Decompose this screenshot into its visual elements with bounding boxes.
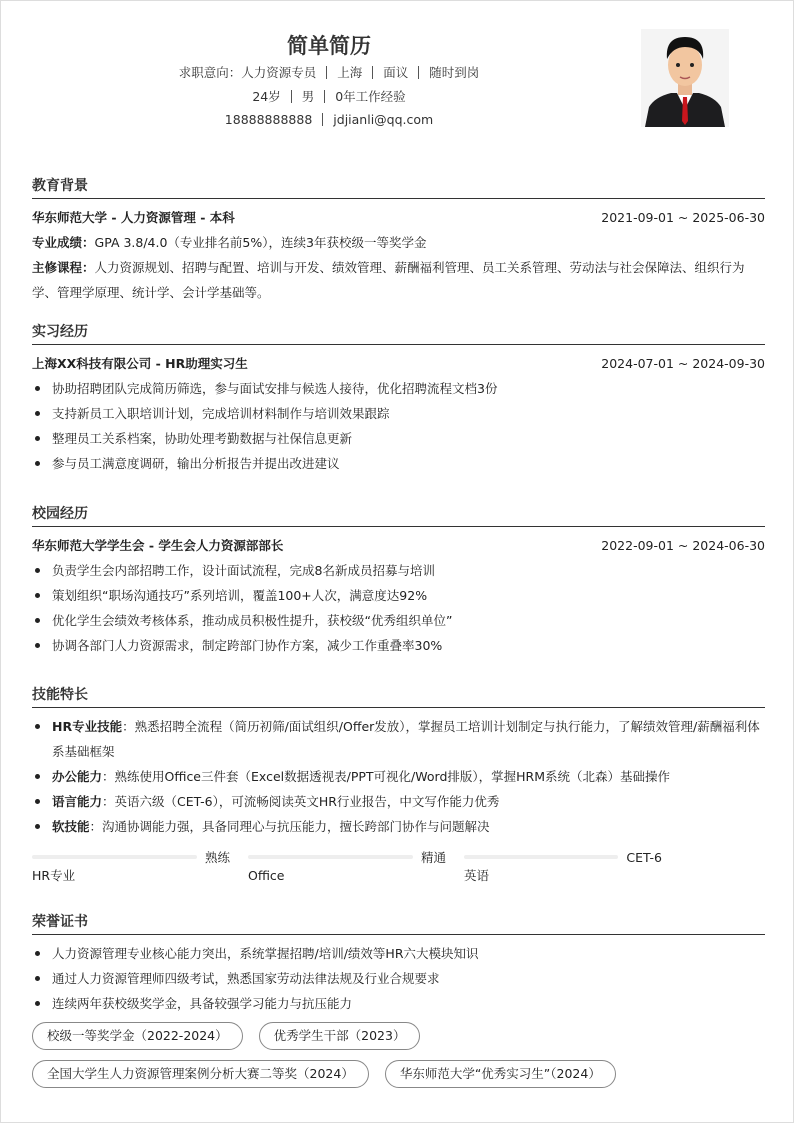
age: 24岁 bbox=[252, 88, 281, 104]
courses-label: 主修课程： bbox=[32, 260, 95, 275]
resume-header bbox=[1, 31, 657, 132]
progress-bar bbox=[248, 855, 413, 859]
skill-name: Office bbox=[248, 868, 285, 883]
score-label: 专业成绩： bbox=[32, 235, 95, 250]
intent-position: 求职意向：人力资源专员 bbox=[178, 65, 317, 80]
skill-label: 软技能 bbox=[52, 819, 90, 834]
skill-label: 语言能力 bbox=[52, 794, 103, 809]
list-item: 人力资源管理专业核心能力突出，系统掌握招聘/培训/绩效等HR六大模块知识 bbox=[32, 941, 765, 966]
skill-text: ：沟通协调能力强，具备同理心与抗压能力，擅长跨部门协作与问题解决 bbox=[89, 819, 490, 834]
section-title: 荣誉证书 bbox=[32, 909, 765, 935]
list-item: 整理员工关系档案，协助处理考勤数据与社保信息更新 bbox=[32, 426, 765, 451]
list-item: 协调各部门人力资源需求，制定跨部门协作方案，减少工作重叠率30% bbox=[32, 633, 765, 658]
skill-label: HR专业技能 bbox=[52, 719, 123, 734]
school-major-degree: 华东师范大学 - 人力资源管理 - 本科 bbox=[32, 210, 235, 225]
honors-section bbox=[32, 909, 765, 1088]
intent-salary: 面议 bbox=[383, 65, 409, 80]
date-range: 2024-07-01 ~ 2024-09-30 bbox=[601, 356, 765, 371]
honor-tags bbox=[32, 1022, 765, 1088]
experience: 0年工作经验 bbox=[335, 88, 406, 104]
score-text: GPA 3.8/4.0（专业排名前5%），连续3年获校级一等奖学金 bbox=[94, 235, 427, 250]
list-item: 参与员工满意度调研，输出分析报告并提出改进建议 bbox=[32, 451, 765, 476]
skill-item bbox=[32, 814, 765, 839]
honor-tag: 优秀学生干部（2023） bbox=[259, 1022, 421, 1050]
campus-section bbox=[32, 501, 765, 658]
skill-label: 办公能力 bbox=[52, 769, 103, 784]
skill-text: ：熟悉招聘全流程（简历初筛/面试组织/Offer发放），掌握员工培训计划制定与执行能力，了解绩效管理/薪酬福利体系基础框架 bbox=[52, 719, 760, 759]
skill-bar bbox=[248, 849, 446, 887]
skill-bar bbox=[464, 849, 662, 887]
skill-name: HR专业 bbox=[32, 868, 76, 883]
skill-text: ：英语六级（CET-6），可流畅阅读英文HR行业报告，中文写作能力优秀 bbox=[102, 794, 500, 809]
skill-bar bbox=[32, 849, 230, 887]
intent-availability: 随时到岗 bbox=[429, 65, 480, 80]
skill-name: 英语 bbox=[464, 868, 490, 883]
company-role: 上海XX科技有限公司 - HR助理实习生 bbox=[32, 356, 248, 371]
education-heading bbox=[32, 205, 765, 230]
list-item: 策划组织“职场沟通技巧”系列培训，覆盖100+人次，满意度达92% bbox=[32, 583, 765, 608]
education-section bbox=[32, 173, 765, 305]
resume-title: 简单简历 bbox=[287, 34, 371, 58]
contact-info bbox=[1, 108, 657, 132]
gender: 男 bbox=[301, 88, 315, 104]
phone: 18888888888 bbox=[224, 112, 313, 127]
section-title: 校园经历 bbox=[32, 501, 765, 527]
education-score bbox=[32, 230, 765, 255]
internship-heading bbox=[32, 351, 765, 376]
list-item: 协助招聘团队完成简历筛选，参与面试安排与候选人接待，优化招聘流程文档3份 bbox=[32, 376, 765, 401]
skill-text: ：熟练使用Office三件套（Excel数据透视表/PPT可视化/Word排版），掌握HRM系统（北森）基础操作 bbox=[102, 769, 670, 784]
honor-tag: 全国大学生人力资源管理案例分析大赛二等奖（2024） bbox=[32, 1060, 369, 1088]
skill-level: 熟练 bbox=[204, 850, 230, 865]
courses-text: 人力资源规划、招聘与配置、培训与开发、绩效管理、薪酬福利管理、员工关系管理、劳动法与社会保障法、组织行为学、管理学原理、统计学、会计学基础等。 bbox=[32, 260, 745, 300]
progress-bar bbox=[464, 855, 618, 859]
basic-info bbox=[1, 85, 657, 109]
skill-level: 精通 bbox=[420, 850, 446, 865]
section-title: 技能特长 bbox=[32, 682, 765, 708]
campus-heading bbox=[32, 533, 765, 558]
date-range: 2022-09-01 ~ 2024-06-30 bbox=[601, 538, 765, 553]
section-title: 教育背景 bbox=[32, 173, 765, 199]
intent-city: 上海 bbox=[337, 65, 363, 80]
list-item: 支持新员工入职培训计划，完成培训材料制作与培训效果跟踪 bbox=[32, 401, 765, 426]
skill-level: CET-6 bbox=[626, 849, 662, 865]
skill-bars bbox=[32, 849, 765, 887]
skills-section bbox=[32, 682, 765, 887]
org-role: 华东师范大学学生会 - 学生会人力资源部部长 bbox=[32, 538, 284, 553]
job-intent bbox=[1, 61, 657, 85]
list-item: 优化学生会绩效考核体系，推动成员积极性提升，获校级“优秀组织单位” bbox=[32, 608, 765, 633]
list-item: 连续两年获校级奖学金，具备较强学习能力与抗压能力 bbox=[32, 991, 765, 1016]
honor-tag: 校级一等奖学金（2022-2024） bbox=[32, 1022, 243, 1050]
skill-item bbox=[32, 714, 765, 764]
honor-tag: 华东师范大学“优秀实习生”（2024） bbox=[385, 1060, 616, 1088]
progress-bar bbox=[32, 855, 197, 859]
section-title: 实习经历 bbox=[32, 319, 765, 345]
date-range: 2021-09-01 ~ 2025-06-30 bbox=[601, 210, 765, 225]
skill-item bbox=[32, 789, 765, 814]
avatar bbox=[641, 29, 729, 127]
email: jdjianli@qq.com bbox=[333, 112, 434, 127]
list-item: 通过人力资源管理师四级考试，熟悉国家劳动法律法规及行业合规要求 bbox=[32, 966, 765, 991]
list-item: 负责学生会内部招聘工作，设计面试流程，完成8名新成员招募与培训 bbox=[32, 558, 765, 583]
internship-section bbox=[32, 319, 765, 476]
skill-item bbox=[32, 764, 765, 789]
education-courses bbox=[32, 255, 765, 305]
